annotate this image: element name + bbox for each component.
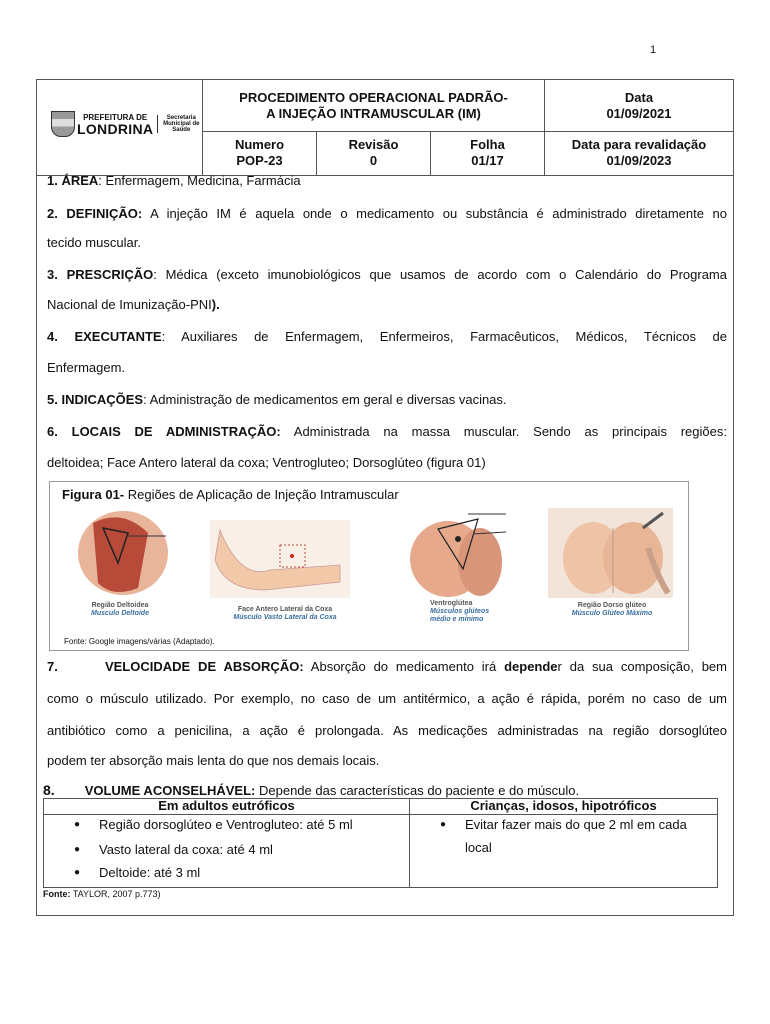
date-value: 01/09/2021 [606,106,672,121]
s8-label: VOLUME ACONSELHÁVEL: [84,783,256,798]
revisao-label: Revisão [348,137,399,152]
s2-line1: A injeção IM é aquela onde o medicamento ou substância é administrado diretamente no [142,206,727,221]
volume-col-adults [44,799,410,887]
section-7-line1 [47,659,727,674]
cap1-a: Região Deltoidea [91,602,149,609]
s8-num: 8. [43,782,55,798]
adult-item-3: Deltoide: até 3 ml [99,865,201,880]
child-item-line2: local [465,840,492,855]
s6-label: 6. LOCAIS DE ADMINISTRAÇÃO: [47,424,281,439]
volume-table [43,798,718,888]
title-line2: A INJEÇÃO INTRAMUSCULAR (IM) [266,106,481,121]
figure-01 [49,481,689,651]
logo-cell [37,80,203,176]
figure-title-bold: Figura 01- [62,487,125,502]
dorsogluteal-image [548,508,673,598]
cap-dorsogluteal [552,602,672,618]
cap3-b: Músculos glúteos médio e mínimo [430,608,490,623]
revalidacao-value: 01/09/2023 [606,153,672,168]
date-label: Data [624,90,654,105]
section-7-line2: como o músculo utilizado. Por exemplo, no caso de um antitérmico, a ação é rápida, porém no caso de um [47,691,727,706]
adult-item-1: Região dorsoglúteo e Ventrogluteo: até 5 ml [99,817,353,832]
figure-title-rest: Regiões de Aplicação de Injeção Intramuscular [124,487,399,502]
cap-thigh [215,606,355,622]
folha-cell [430,131,545,176]
table-source-text: TAYLOR, 2007 p.773) [70,889,161,899]
bullet-icon: ● [74,844,81,855]
ventrogluteal-image [408,504,508,599]
s1-text: : Enfermagem, Medicina, Farmácia [98,173,301,188]
cap1-b: Musculo Deltoide [91,610,149,617]
table-source [43,887,723,902]
s4-label: 4. EXECUTANTE [47,329,162,344]
revisao-cell [316,131,431,176]
header-table [37,80,733,176]
section-8 [43,783,723,798]
section-5 [47,392,727,407]
figure-title [62,487,399,502]
col2-header: Crianças, idosos, hipotróficos [410,799,717,815]
revalidacao-label: Data para revalidação [571,137,707,152]
bullet-icon: ● [74,819,81,830]
s7-label: 7. VELOCIDADE DE ABSORÇÃO: [47,659,304,674]
title-line1: PROCEDIMENTO OPERACIONAL PADRÃO- [239,90,508,105]
section-4-line1 [47,329,727,344]
s3-label: 3. PRESCRIÇÃO [47,267,154,282]
adult-item-2: Vasto lateral da coxa: até 4 ml [99,842,273,857]
page-number: 1 [650,44,657,56]
revisao-value: 0 [369,153,378,168]
figure-source: Fonte: Google imagens/várias (Adaptado). [64,637,215,646]
s4-line1: : Auxiliares de Enfermagem, Enfermeiros, Farmacêuticos, Médicos, Técnicos de [161,329,728,344]
s2-label: 2. DEFINIÇÃO: [47,206,143,221]
logo-prefeitura: PREFEITURA DE [83,112,148,122]
cap2-a: Face Antero Lateral da Coxa [237,606,333,613]
prefeitura-logo [51,111,201,137]
bullet-icon: ● [440,819,447,830]
section-3-line1 [47,267,727,282]
volume-col-children [410,799,717,887]
cap2-b: Músculo Vasto Lateral da Coxa [233,614,337,621]
numero-value: POP-23 [236,153,283,168]
thigh-image [210,520,350,598]
section-6-line1 [47,424,727,439]
numero-cell [202,131,317,176]
s1-label: 1. ÁREA [47,173,99,188]
s7-line1b: r da sua composição, bem [557,659,727,674]
s3-end: ). [211,297,220,312]
section-7-line3: antibiótico como a penicilina, a ação é prolongada. As medicações administradas na região dorsoglúteo [47,723,727,738]
s8-text: Depende das características do paciente e do músculo. [255,783,580,798]
cap4-b: Músculo Glúteo Máximo [571,610,653,617]
s7-line1a: Absorção do medicamento irá [303,659,505,674]
s3-line1: : Médica (exceto imunobiológicos que usamos de acordo com o Calendário do Programa [153,267,727,282]
s6-line1: Administrada na massa muscular. Sendo as principais regiões: [280,424,727,439]
cap-deltoid [70,602,170,618]
date-cell [544,80,733,132]
folha-value: 01/17 [471,153,504,168]
logo-secretaria: Secretaria Municipal de Saúde [157,115,201,133]
child-item-line1: Evitar fazer mais do que 2 ml em cada [465,817,687,832]
s5-label: 5. INDICAÇÕES [47,392,144,407]
col1-header: Em adultos eutróficos [44,799,409,815]
folha-label: Folha [470,137,505,152]
section-2-line1 [47,206,727,221]
cap-ventrogluteal [430,600,510,624]
s3-line2: Nacional de Imunização-PNI [47,297,212,312]
crest-icon [51,111,75,137]
cap3-a: Ventroglútea [430,600,473,607]
doc-title [202,80,545,132]
section-7-line4: podem ter absorção mais lenta do que nos demais locais. [47,753,380,768]
section-2-line2: tecido muscular. [47,235,141,250]
table-source-label: Fonte: [43,889,71,899]
section-6-line2: deltoidea; Face Antero lateral da coxa; Ventrogluteo; Dorsoglúteo (figura 01) [47,455,486,470]
s5-text: : Administração de medicamentos em geral e diversas vacinas. [143,392,507,407]
s7-bold: depende [504,659,558,674]
numero-label: Numero [234,137,285,152]
logo-city: LONDRINA [77,120,154,137]
section-3-line2 [47,297,727,312]
section-4-line2: Enfermagem. [47,360,126,375]
bullet-icon: ● [74,867,81,878]
document-frame [36,79,734,916]
section-1 [47,173,727,188]
revalidacao-cell [544,131,733,176]
deltoid-image [68,508,168,598]
cap4-a: Região Dorso glúteo [577,602,647,609]
